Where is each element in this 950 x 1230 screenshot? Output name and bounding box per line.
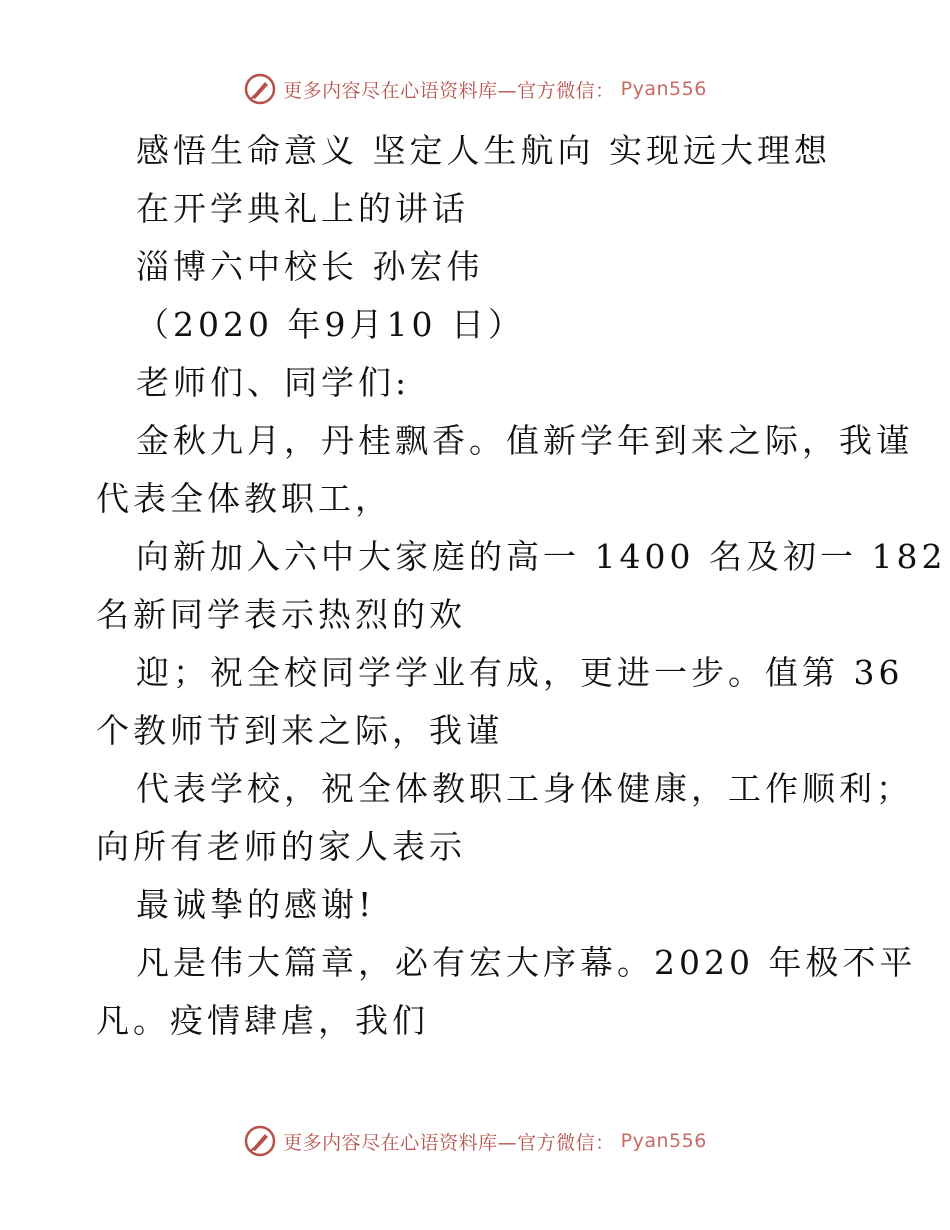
quill-logo-icon — [243, 72, 277, 106]
watermark-id: Pyan556 — [620, 78, 707, 100]
watermark-header — [0, 72, 950, 106]
watermark-id: Pyan556 — [620, 1130, 707, 1152]
text-line: 代表全体教职工， — [96, 479, 392, 518]
text-line: 最诚挚的感谢! — [136, 885, 376, 924]
text-line: 凡是伟大篇章，必有宏大序幕。2020 年极不平 — [136, 943, 917, 982]
text-line: 在开学典礼上的讲话 — [136, 189, 469, 228]
text-line: 迎；祝全校同学学业有成，更进一步。值第 36 — [136, 653, 904, 692]
text-line: 代表学校，祝全体教职工身体健康，工作顺利； — [136, 769, 913, 808]
text-line: 凡。疫情肆虐，我们 — [96, 1001, 429, 1040]
text-line: 淄博六中校长 孙宏伟 — [136, 247, 484, 286]
text-line: 个教师节到来之际，我谨 — [96, 711, 503, 750]
text-line: （2020 年9月10 日） — [136, 305, 525, 344]
watermark-footer — [0, 1124, 950, 1158]
watermark-text: 更多内容尽在心语资料库—官方微信： — [283, 79, 615, 102]
document-body — [96, 122, 947, 1050]
text-line: 向新加入六中大家庭的高一 1400 名及初一 182 — [136, 537, 947, 576]
text-line: 感悟生命意义 坚定人生航向 实现远大理想 — [136, 131, 831, 170]
text-line: 金秋九月，丹桂飘香。值新学年到来之际，我谨 — [136, 421, 913, 460]
text-line: 老师们、同学们: — [136, 363, 411, 402]
text-line: 向所有老师的家人表示 — [96, 827, 466, 866]
quill-logo-icon — [243, 1124, 277, 1158]
watermark-text: 更多内容尽在心语资料库—官方微信： — [283, 1131, 615, 1154]
text-line: 名新同学表示热烈的欢 — [96, 595, 466, 634]
